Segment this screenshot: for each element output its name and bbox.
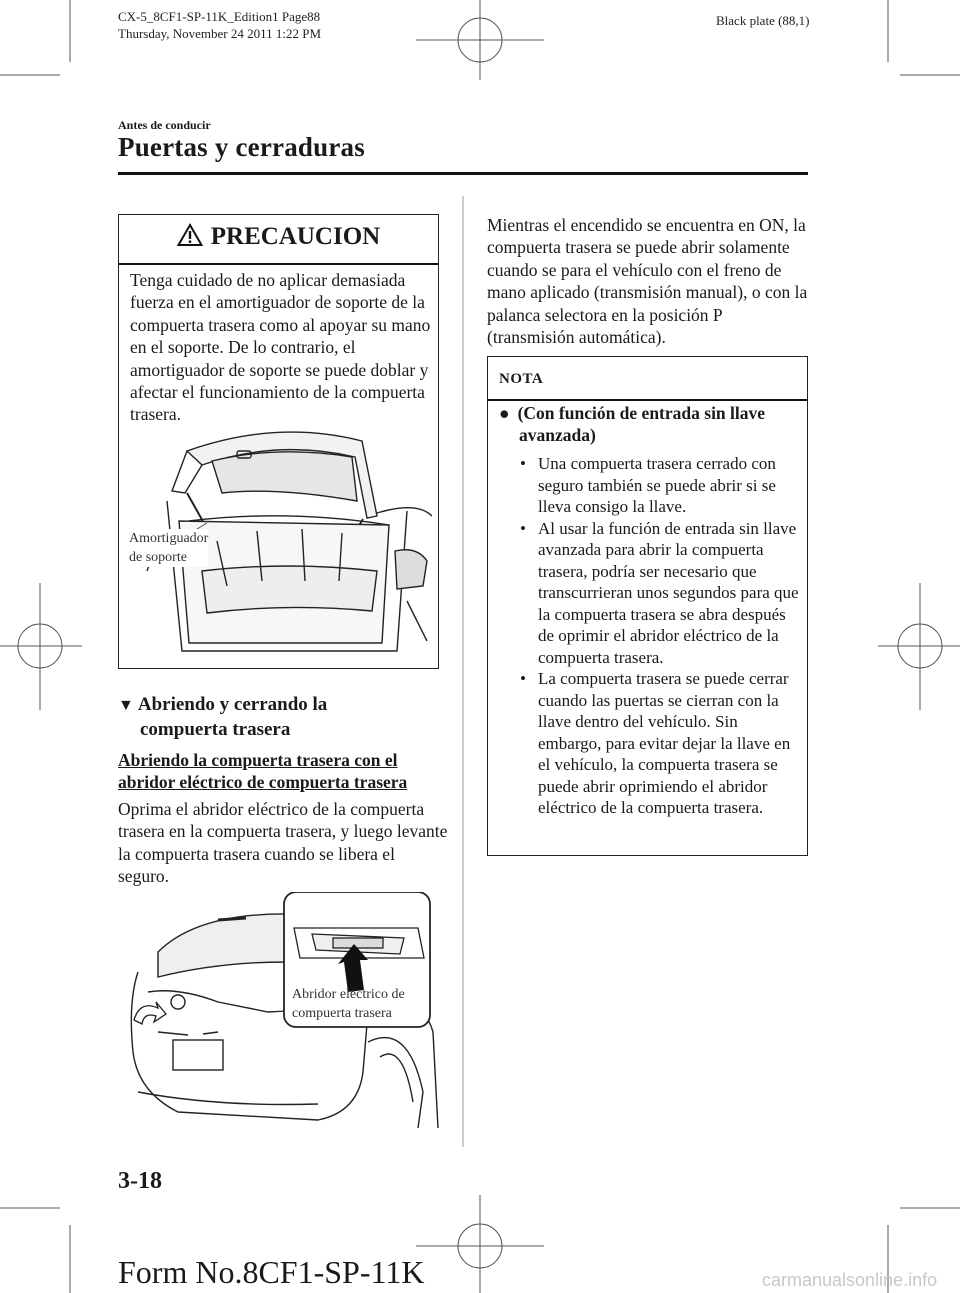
opening-instructions: Oprima el abridor eléctrico de la compuerta trasera en la compuerta trasera, y luego levante la compuerta trasera cuando se libera el seguro. (118, 799, 448, 887)
title-rule (118, 172, 808, 175)
subsection-heading-line2: abridor eléctrico de compuerta trasera (118, 772, 408, 793)
warning-icon (177, 223, 203, 247)
note-item: • Una compuerta trasera cerrado con seguro también se puede abrir si se lleva consigo la llave. (520, 454, 776, 516)
note-item-1-text: Una compuerta trasera cerrado con seguro también se puede abrir si se lleva consigo la llave. (538, 454, 776, 516)
opener-label-line1: Abridor eléctrico de (292, 987, 405, 1002)
note-box (487, 356, 808, 856)
strut-label (129, 529, 208, 567)
note-bullet-line2: avanzada) (519, 425, 596, 446)
bullet-icon: ● (499, 403, 510, 423)
note-title: NOTA (499, 371, 544, 387)
section-heading-line1: Abriendo y cerrando la (137, 694, 328, 715)
file-info-line1: CX-5_8CF1-SP-11K_Edition1 Page88 (118, 9, 321, 24)
strut-label-line1: Amortiguador (129, 531, 209, 546)
note-bullet (499, 402, 799, 447)
note-item: • La compuerta trasera se puede cerrar cuando las puertas se cierran con la llave dentro del vehículo. Sin embargo, para evitar dejar la llave en el vehículo, la compuerta trasera se puede abrir oprimiendo el abridor eléctrico de la compuerta trasera. (520, 669, 791, 817)
subsection-heading (118, 749, 407, 794)
opener-label-line2: compuerta trasera (292, 1006, 392, 1021)
file-info-line2: Thursday, November 24 2011 1:22 PM (118, 26, 322, 41)
note-item: • Al usar la función de entrada sin llave avanzada para abrir la compuerta trasera, podría ser necesario que transcurrieran unos segundos para que la compuerta trasera se abra después de oprimir el abridor eléctrico de la compuerta trasera. (520, 518, 799, 667)
watermark: carmanualsonline.info (762, 1270, 938, 1290)
section-heading-line2: compuerta trasera (140, 719, 291, 740)
opener-label (292, 985, 405, 1023)
note-bullet-line1: (Con función de entrada sin llave (517, 403, 766, 423)
caution-header (119, 223, 438, 251)
note-rule (488, 399, 807, 401)
triangle-down-icon: ▼ (118, 697, 134, 714)
section-label: Antes de conducir (118, 118, 211, 132)
note-item-3-text: La compuerta trasera se puede cerrar cuando las puertas se cierran con la llave dentro del vehículo. Sin embargo, para evitar dejar la llave en el vehículo, la compuerta trasera se puede abrir oprimiendo el abridor eléctrico de la compuerta trasera. (538, 669, 791, 817)
file-info (118, 8, 321, 42)
caution-title: PRECAUCION (210, 223, 381, 250)
note-item-2-text: Al usar la función de entrada sin llave avanzada para abrir la compuerta trasera, podría ser necesario que transcurrieran unos segundos para que la compuerta trasera se abra después de oprimir el abridor eléctrico de la compuerta trasera. (538, 518, 799, 667)
subsection-heading-line1: Abriendo la compuerta trasera con el (118, 750, 398, 770)
strut-label-line2: de soporte (129, 550, 187, 565)
ignition-paragraph: Mientras el encendido se encuentra en ON, la compuerta trasera se puede abrir solamente cuando se para el vehículo con el freno de mano aplicado (transmisión manual), o con la palanca selectora en la posición P (transmisión automática). (487, 215, 808, 348)
page-title: Puertas y cerraduras (118, 132, 365, 162)
form-number: Form No.8CF1-SP-11K (118, 1254, 425, 1290)
caution-text: Tenga cuidado de no aplicar demasiada fuerza en el amortiguador de soporte de la compuerta trasera como al apoyar su mano en el soporte. De lo contrario, el amortiguador de soporte se puede doblar y afectar el funcionamiento de la compuerta trasera. (130, 270, 431, 425)
plate-label: Black plate (88,1) (716, 13, 810, 28)
note-items (520, 453, 803, 819)
caution-rule (119, 263, 438, 265)
caution-box (118, 214, 439, 669)
page-number: 3-18 (118, 1168, 162, 1194)
section-heading (118, 693, 327, 742)
